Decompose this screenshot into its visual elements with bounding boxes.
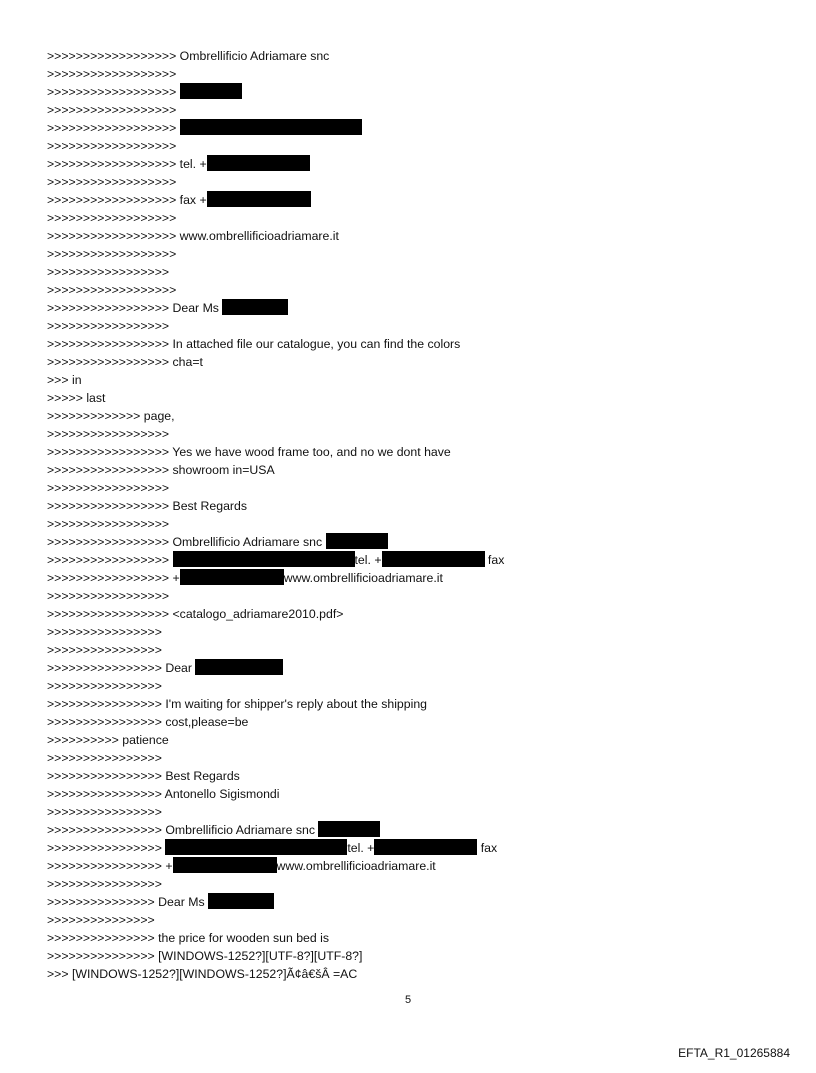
redaction-block — [180, 83, 242, 99]
email-line — [47, 389, 504, 407]
email-line — [47, 587, 504, 605]
line-text: >>>>>>>>>>>>>>>> I'm waiting for shipper's reply about the shipping — [47, 697, 428, 711]
email-line — [47, 137, 504, 155]
line-text: >>>>>>>>>>>>>>>> — [47, 643, 162, 657]
line-text: >>>>>>>>>>>>>>>>>> — [47, 283, 177, 297]
email-line — [47, 551, 504, 569]
line-text: fax — [477, 841, 498, 855]
line-text: >>>>>>>>>>>>>>>> — [47, 841, 166, 855]
line-text: >>>>>>>>>>>>>>>>>> Ombrellificio Adriamare snc — [47, 49, 330, 63]
line-text: >>>>>>>>>>>>>>>> Best Regards — [47, 769, 240, 783]
email-line — [47, 371, 504, 389]
line-text: >>>>>>>>>>>>>>>>>> — [47, 211, 177, 225]
line-text: >>>>>>>>>>>>>>>> + — [47, 859, 173, 873]
email-line — [47, 353, 504, 371]
email-line — [47, 749, 504, 767]
email-line — [47, 695, 504, 713]
line-text: tel. + — [354, 553, 382, 567]
line-text: >>>>>>>>>>>>>>>>> — [47, 319, 170, 333]
email-line — [47, 83, 504, 101]
redaction-block — [374, 839, 477, 855]
line-text: >>>>>>>>>>>>>>>>>> — [47, 103, 177, 117]
line-text: >>>>>>>>>>>>>>>>> — [47, 517, 170, 531]
email-line — [47, 227, 504, 245]
line-text: >>> [WINDOWS-1252?][WINDOWS-1252?]Ã¢â€šÂ =AC — [47, 967, 358, 981]
line-text: >>>>> last — [47, 391, 106, 405]
line-text: >>>>>>>>>>>>>>>>> Ombrellificio Adriamare snc — [47, 535, 326, 549]
email-line — [47, 443, 504, 461]
line-text: >>>>>>>>>>>>>>>>> Dear Ms — [47, 301, 223, 315]
email-line — [47, 155, 504, 173]
email-line — [47, 65, 504, 83]
bates-number: EFTA_R1_01265884 — [678, 1046, 790, 1060]
email-line — [47, 677, 504, 695]
line-text: www.ombrellificioadriamare.it — [283, 571, 443, 585]
line-text: >>>>>>>>>>>>>>> — [47, 913, 155, 927]
email-line — [47, 893, 504, 911]
email-line — [47, 461, 504, 479]
email-line — [47, 965, 504, 983]
email-line — [47, 281, 504, 299]
line-text: >>>>>>>>>>>>>>>>>> — [47, 175, 177, 189]
email-line — [47, 173, 504, 191]
redaction-block — [165, 839, 347, 855]
redaction-block — [173, 857, 277, 873]
redaction-block — [207, 155, 310, 171]
email-line — [47, 713, 504, 731]
email-line — [47, 317, 504, 335]
line-text: >>>>>>>>>>>>>>>>> — [47, 553, 173, 567]
line-text: >>>>>>>>>>>>>>>>> Best Regards — [47, 499, 247, 513]
email-line — [47, 533, 504, 551]
email-line — [47, 425, 504, 443]
redaction-block — [382, 551, 485, 567]
email-line — [47, 119, 504, 137]
line-text: www.ombrellificioadriamare.it — [276, 859, 436, 873]
line-text: >>>>>>>>>>>>>>>>> showroom in=USA — [47, 463, 275, 477]
line-text: >>>>>>>>>>>>>>>>>> — [47, 67, 177, 81]
email-line — [47, 929, 504, 947]
line-text: >>>>>>>>>>>>>>>> — [47, 877, 162, 891]
line-text: >>>>>>>>>>>>>>>> — [47, 805, 162, 819]
email-line — [47, 605, 504, 623]
line-text: >>>>>>>>>>>>>>>> — [47, 751, 162, 765]
line-text: >>>>>>>>>>>>>>>>>> — [47, 139, 177, 153]
redaction-block — [173, 551, 355, 567]
line-text: >>>>>>>>>>>>>>> Dear Ms — [47, 895, 209, 909]
email-line — [47, 623, 504, 641]
line-text: >>>>>>>>>>>>>>> the price for wooden sun bed is — [47, 931, 330, 945]
redaction-block — [318, 821, 380, 837]
email-line — [47, 335, 504, 353]
email-line — [47, 209, 504, 227]
line-text: >>>>>>>>>>>>>>>>>> tel. + — [47, 157, 207, 171]
line-text: >>>>>>>>>>>>>>>> Ombrellificio Adriamare snc — [47, 823, 319, 837]
email-line — [47, 641, 504, 659]
line-text: >>>>>>>>>>>>>>>>>> — [47, 85, 180, 99]
email-line — [47, 785, 504, 803]
line-text: >>>>>>>>>>>>>>>>> — [47, 427, 170, 441]
redaction-block — [180, 569, 284, 585]
line-text: >>>>>>>>>>>>>>> [WINDOWS-1252?][UTF-8?][UTF-8?] — [47, 949, 363, 963]
email-line — [47, 839, 504, 857]
line-text: >>>>>>>>>>>>>>>> Dear — [47, 661, 196, 675]
line-text: >>>>>>>>>>>>>>>>>> www.ombrellificioadriamare.it — [47, 229, 339, 243]
email-line — [47, 659, 504, 677]
line-text: >>>>>>>>>>>>>>>> Antonello Sigismondi — [47, 787, 280, 801]
line-text: >>>>>>>>>>>>>>>>> <catalogo_adriamare2010.pdf> — [47, 607, 344, 621]
email-line — [47, 101, 504, 119]
redaction-block — [180, 119, 362, 135]
email-line — [47, 821, 504, 839]
redaction-block — [326, 533, 388, 549]
email-line — [47, 191, 504, 209]
line-text: >>>>>>>>>>>>>>>>> — [47, 589, 170, 603]
line-text: >>>>>>>>>>>>>>>>>> fax + — [47, 193, 207, 207]
email-line — [47, 299, 504, 317]
email-line — [47, 515, 504, 533]
email-line — [47, 497, 504, 515]
line-text: >>>>>>>>>>>>>>>>> — [47, 481, 170, 495]
line-text: >>>>>>>>>>>>>>>> cost,please=be — [47, 715, 249, 729]
line-text: >>> in — [47, 373, 82, 387]
line-text: >>>>>>>>>>>>>>>>> cha=t — [47, 355, 203, 369]
email-body — [47, 47, 504, 983]
email-line — [47, 245, 504, 263]
email-line — [47, 803, 504, 821]
email-line — [47, 263, 504, 281]
line-text: tel. + — [347, 841, 375, 855]
line-text: >>>>>>>>>>>>>>>>> In attached file our catalogue, you can find the colors — [47, 337, 461, 351]
redaction-block — [195, 659, 283, 675]
email-line — [47, 569, 504, 587]
email-line — [47, 407, 504, 425]
line-text: >>>>>>>>>>>>>>>>> — [47, 265, 170, 279]
line-text: >>>>>>>>>>>>>>>>>> — [47, 247, 177, 261]
email-line — [47, 767, 504, 785]
line-text: >>>>>>>>>>>>>>>>>> — [47, 121, 180, 135]
redaction-block — [207, 191, 311, 207]
line-text: >>>>>>>>>>>>>>>>> Yes we have wood frame too, and no we dont have — [47, 445, 451, 459]
line-text: >>>>>>>>>>>>>>>> — [47, 625, 162, 639]
line-text: >>>>>>>>>> patience — [47, 733, 169, 747]
email-line — [47, 911, 504, 929]
redaction-block — [222, 299, 288, 315]
email-line — [47, 731, 504, 749]
page-number: 5 — [404, 994, 412, 1006]
email-line — [47, 857, 504, 875]
line-text: >>>>>>>>>>>>>>>> — [47, 679, 162, 693]
email-line — [47, 947, 504, 965]
redaction-block — [208, 893, 274, 909]
line-text: >>>>>>>>>>>>>>>>> + — [47, 571, 180, 585]
line-text: fax — [484, 553, 505, 567]
email-line — [47, 47, 504, 65]
email-line — [47, 479, 504, 497]
line-text: >>>>>>>>>>>>> page, — [47, 409, 175, 423]
email-line — [47, 875, 504, 893]
